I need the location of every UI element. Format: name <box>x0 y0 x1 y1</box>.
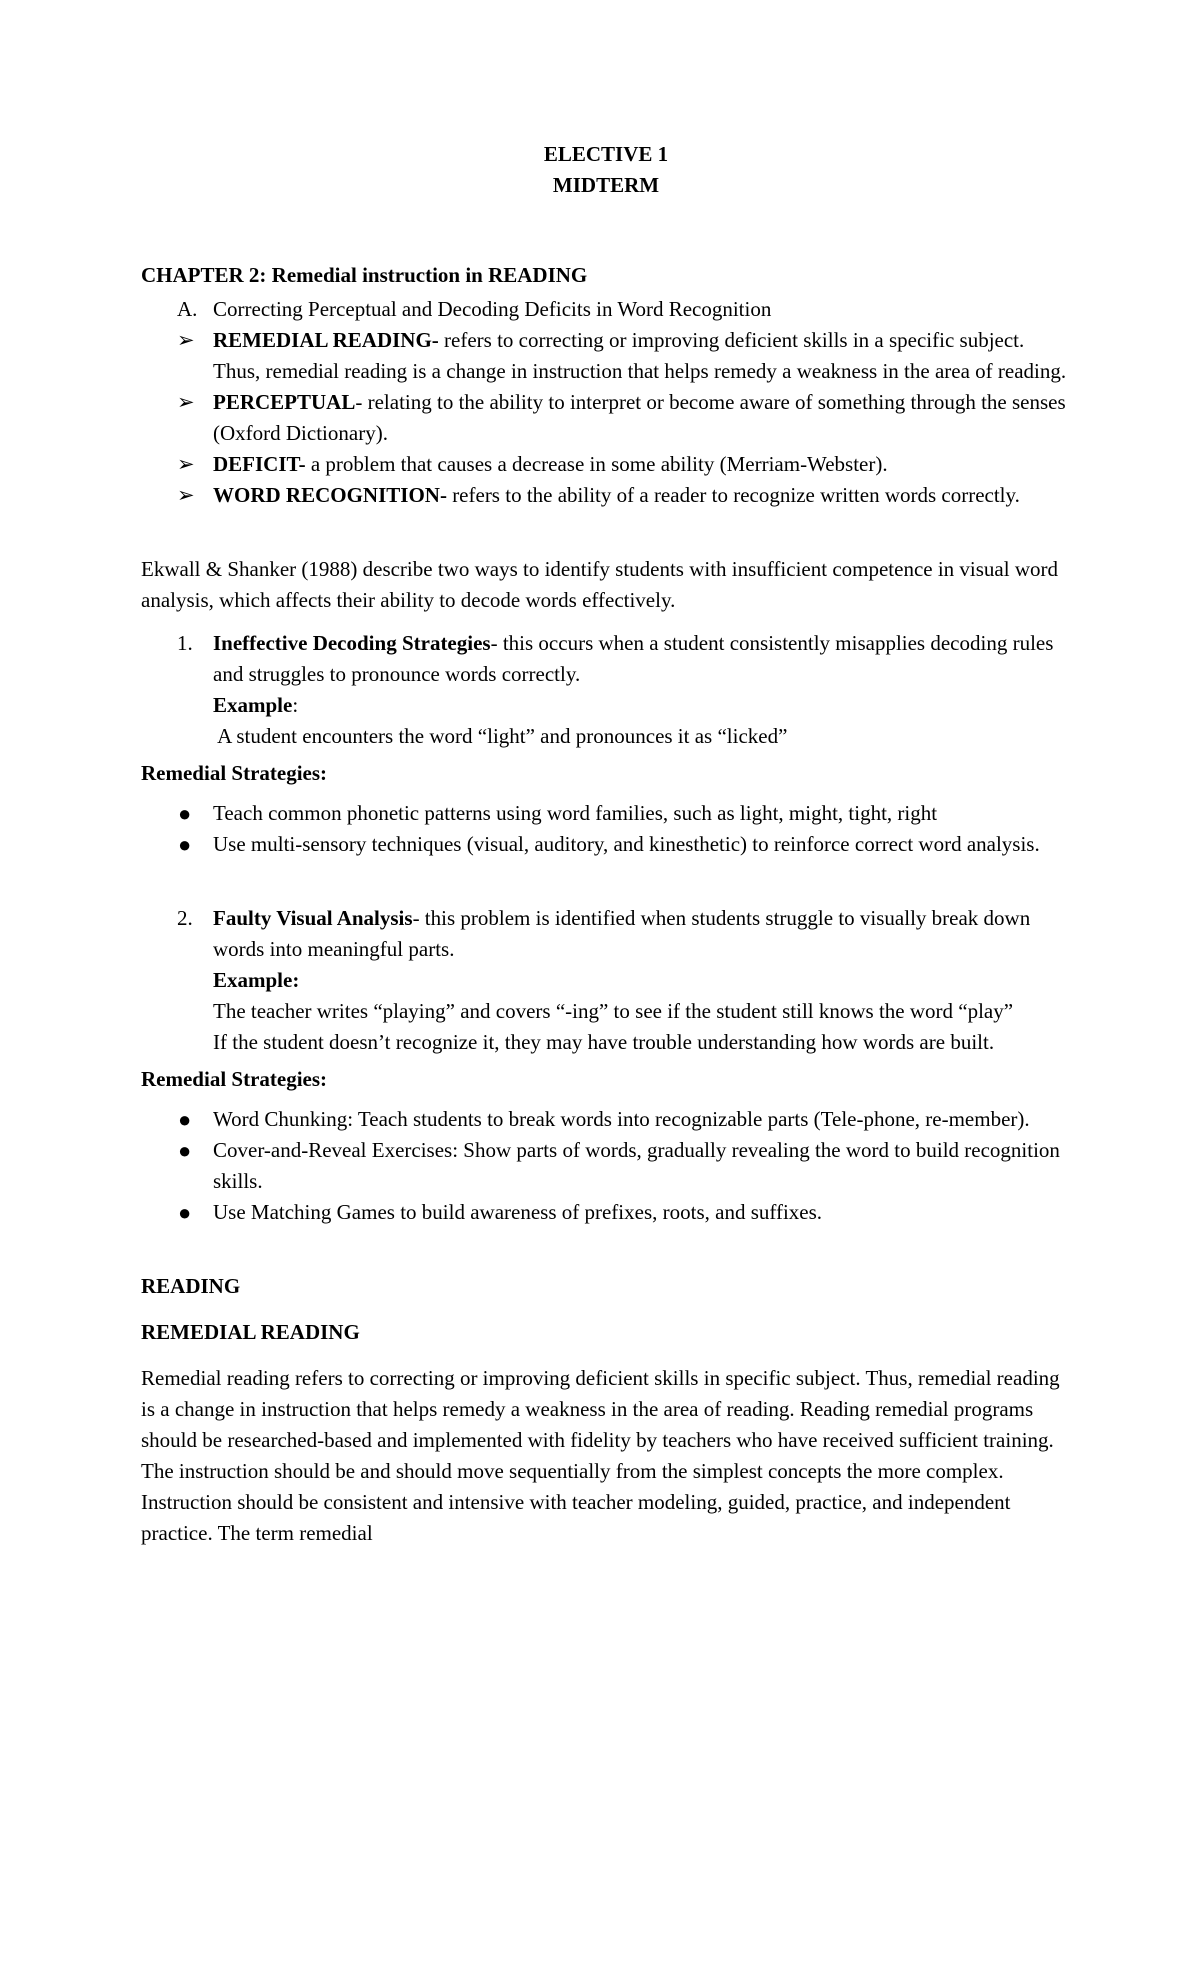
definition-text: a problem that causes a decrease in some ability (Merriam-Webster). <box>305 452 888 476</box>
section-a-heading <box>141 294 1071 325</box>
definition-term: WORD RECOGNITION- <box>213 483 447 507</box>
example-text: A student encounters the word “light” and pronounces it as “licked” <box>213 724 788 748</box>
document-title: ELECTIVE 1 <box>543 142 669 166</box>
strategy-item: ● Teach common phonetic patterns using word families, such as light, might, tight, right <box>141 798 1071 829</box>
arrow-bullet-icon: ➢ <box>177 390 195 414</box>
definition-item <box>141 325 1071 387</box>
remedial-strategies-heading: Remedial Strategies: <box>141 1067 328 1091</box>
item-text: - this problem is identified when students struggle to visually break down words into meaningful parts. <box>213 906 1031 961</box>
closing-paragraph: Remedial reading refers to correcting or improving deficient skills in specific subject. Thus, remedial reading is a change in instruction that helps remedy a weakness in the area of reading. Reading remedial programs should be researched-based and implemented with fidelity by teachers who have received sufficient training. The instruction should be and should move sequentially from the simplest concepts the more complex. Instruction should be consistent and intensive with teacher modeling, guided, practice, and independent practice. The term remedial <box>141 1366 1060 1545</box>
definition-text: refers to the ability of a reader to recognize written words correctly. <box>446 483 1020 507</box>
document-subtitle: MIDTERM <box>552 173 660 197</box>
definition-text: refers to correcting or improving deficient skills in a specific subject. Thus, remedial reading is a change in instruction that helps remedy a weakness in the area of reading. <box>213 328 1067 383</box>
strategy-item: ● Use multi-sensory techniques (visual, auditory, and kinesthetic) to reinforce correct word analysis. <box>141 829 1071 860</box>
document-body <box>141 139 1071 1549</box>
bullet-icon: ● <box>178 832 192 857</box>
arrow-bullet-icon: ➢ <box>177 483 195 507</box>
definition-item <box>141 387 1071 449</box>
definition-item <box>141 449 1071 480</box>
section-a-title: Correcting Perceptual and Decoding Deficits in Word Recognition <box>213 297 772 321</box>
example-text: If the student doesn’t recognize it, they may have trouble understanding how words are built. <box>213 1030 995 1054</box>
example-label: Example: <box>213 693 299 717</box>
arrow-bullet-icon: ➢ <box>177 328 195 352</box>
strategy-item: ● Use Matching Games to build awareness of prefixes, roots, and suffixes. <box>141 1197 1071 1228</box>
bullet-icon: ● <box>178 1138 192 1163</box>
remedial-reading-heading: REMEDIAL READING <box>141 1320 360 1344</box>
item-text: - this occurs when a student consistently misapplies decoding rules and struggles to pronounce words correctly. <box>213 631 1054 686</box>
bullet-icon: ● <box>178 1107 192 1132</box>
item-description <box>213 628 1071 690</box>
strategies-list-2 <box>141 1104 1071 1228</box>
definition-term: REMEDIAL READING- <box>213 328 439 352</box>
definition-text: - relating to the ability to interpret or become aware of something through the senses (Oxford Dictionary). <box>213 390 1066 445</box>
item-term: Ineffective Decoding Strategies <box>213 631 491 655</box>
item-description <box>213 903 1071 965</box>
definition-item <box>141 480 1071 511</box>
strategies-list-1 <box>141 798 1071 860</box>
bullet-icon: ● <box>178 1200 192 1225</box>
reading-heading: READING <box>141 1274 241 1298</box>
bullet-icon: ● <box>178 801 192 826</box>
chapter-heading <box>141 260 1071 291</box>
section-a-letter: A. <box>177 297 198 321</box>
strategy-item: ● Word Chunking: Teach students to break words into recognizable parts (Tele-phone, re-member). <box>141 1104 1071 1135</box>
arrow-bullet-icon: ➢ <box>177 452 195 476</box>
definitions-list <box>141 325 1071 511</box>
item-term: Faulty Visual Analysis <box>213 906 413 930</box>
item-number: 2. <box>177 906 193 930</box>
numbered-item-2 <box>141 903 1071 1058</box>
definition-term: PERCEPTUAL <box>213 390 356 414</box>
chapter-title: Remedial instruction in READING <box>266 263 588 287</box>
example-text: The teacher writes “playing” and covers “-ing” to see if the student still knows the word “play” <box>213 999 1014 1023</box>
example-label: Example: <box>213 968 300 992</box>
item-number: 1. <box>177 631 193 655</box>
chapter-prefix: CHAPTER 2: <box>141 263 267 287</box>
definition-term: DEFICIT- <box>213 452 306 476</box>
numbered-item-1 <box>141 628 1071 752</box>
remedial-strategies-heading: Remedial Strategies: <box>141 761 328 785</box>
strategy-item: ● Cover-and-Reveal Exercises: Show parts of words, gradually revealing the word to build recognition skills. <box>141 1135 1071 1197</box>
intro-paragraph: Ekwall & Shanker (1988) describe two ways to identify students with insufficient competence in visual word analysis, which affects their ability to decode words effectively. <box>141 557 1058 612</box>
